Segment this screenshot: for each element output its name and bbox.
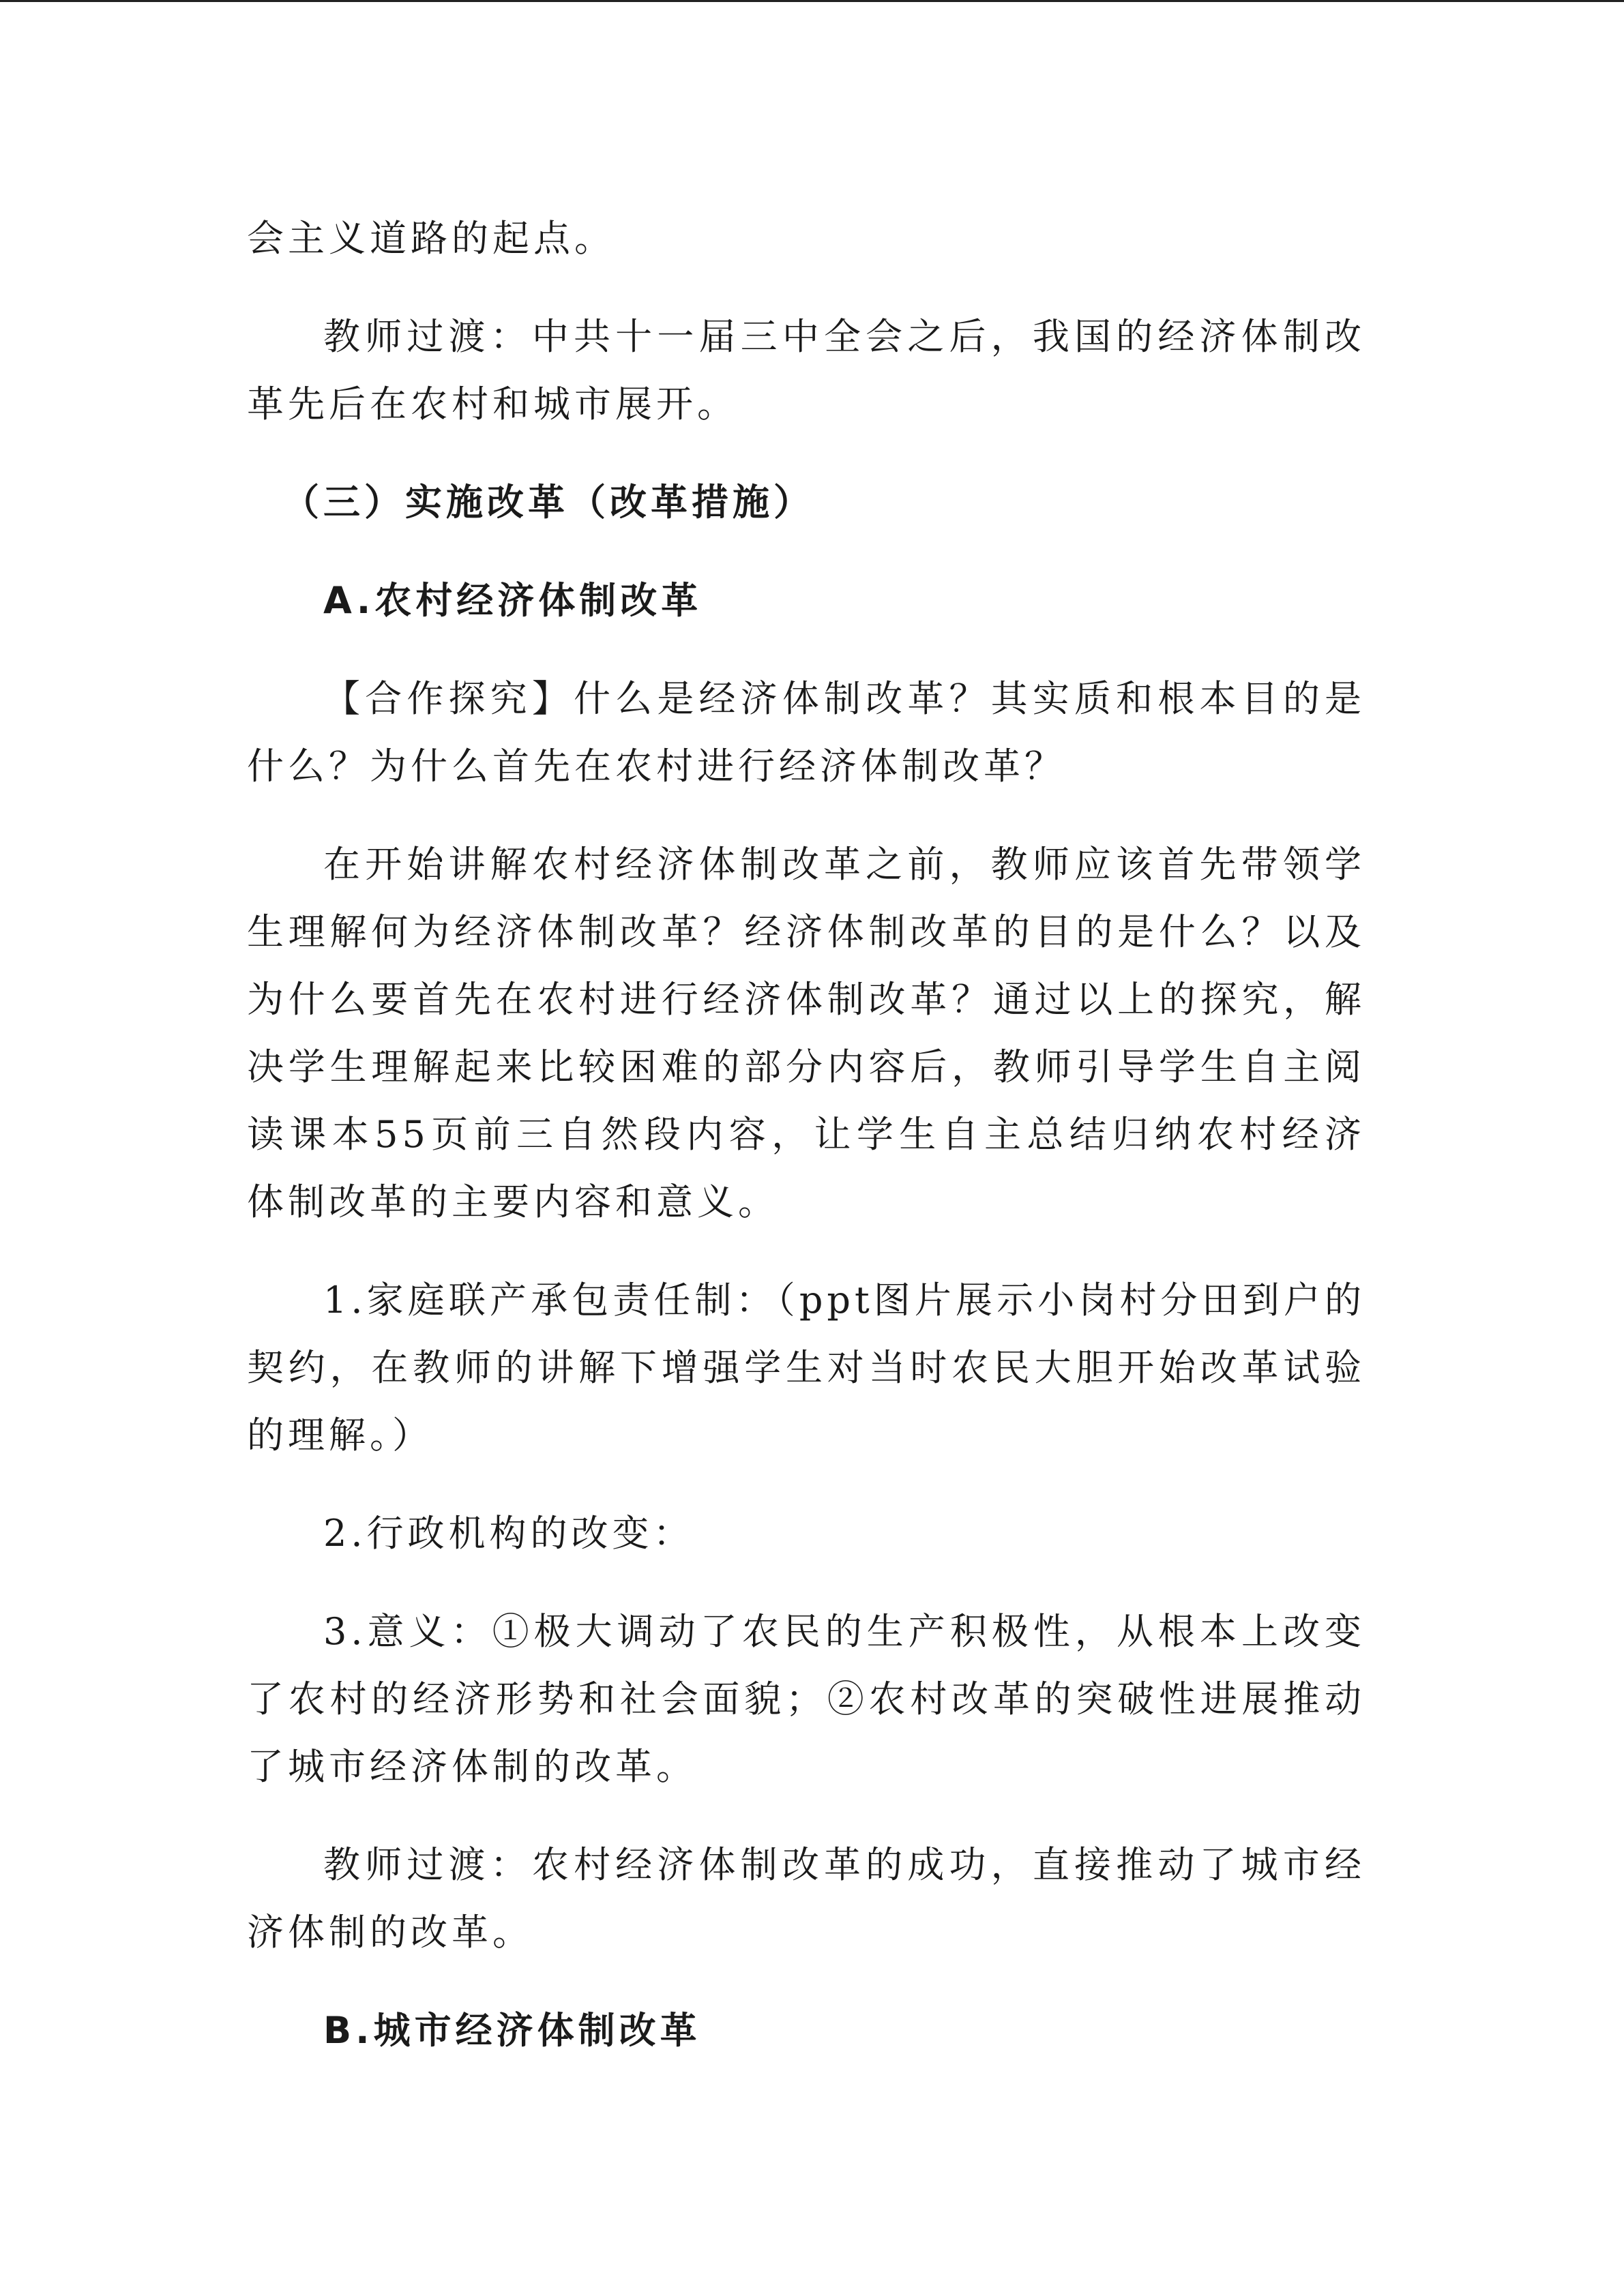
subsection-heading-rural-reform: A.农村经济体制改革 (323, 579, 703, 622)
page-top-border (0, 0, 1624, 2)
list-item-significance: 3.意义：①极大调动了农民的生产积极性，从根本上改变了农村的经济形势和社会面貌；②农村改革的突破性进展推动了城市经济体制的改革。 (247, 1610, 1365, 1788)
list-item-administrative-change: 2.行政机构的改变： (323, 1512, 694, 1555)
paragraph-teaching-guidance: 在开始讲解农村经济体制改革之前，教师应该首先带领学生理解何为经济体制改革？经济体制改革的目的是什么？以及为什么要首先在农村进行经济体制改革？通过以上的探究，解决学生理解起来比较困难的部分内容后，教师引导学生自主阅读课本55页前三自然段内容，让学生自主总结归纳农村经济体制改革的主要内容和意义。 (247, 843, 1365, 1223)
section-heading-implement-reform: （三）实施改革（改革措施） (282, 481, 814, 524)
paragraph-teacher-transition-1: 教师过渡：中共十一届三中全会之后，我国的经济体制改革先后在农村和城市展开。 (247, 315, 1365, 426)
subsection-heading-urban-reform: B.城市经济体制改革 (323, 2009, 701, 2052)
paragraph-continuation: 会主义道路的起点。 (247, 217, 615, 260)
paragraph-teacher-transition-2: 教师过渡：农村经济体制改革的成功，直接推动了城市经济体制的改革。 (247, 1843, 1365, 1954)
list-item-household-responsibility: 1.家庭联产承包责任制：（ppt图片展示小岗村分田到户的契约，在教师的讲解下增强学生对当时农民大胆开始改革试验的理解。） (247, 1279, 1365, 1457)
document-body (247, 205, 1365, 2064)
paragraph-cooperative-inquiry: 【合作探究】什么是经济体制改革？其实质和根本目的是什么？为什么首先在农村进行经济体制改革？ (247, 677, 1365, 788)
